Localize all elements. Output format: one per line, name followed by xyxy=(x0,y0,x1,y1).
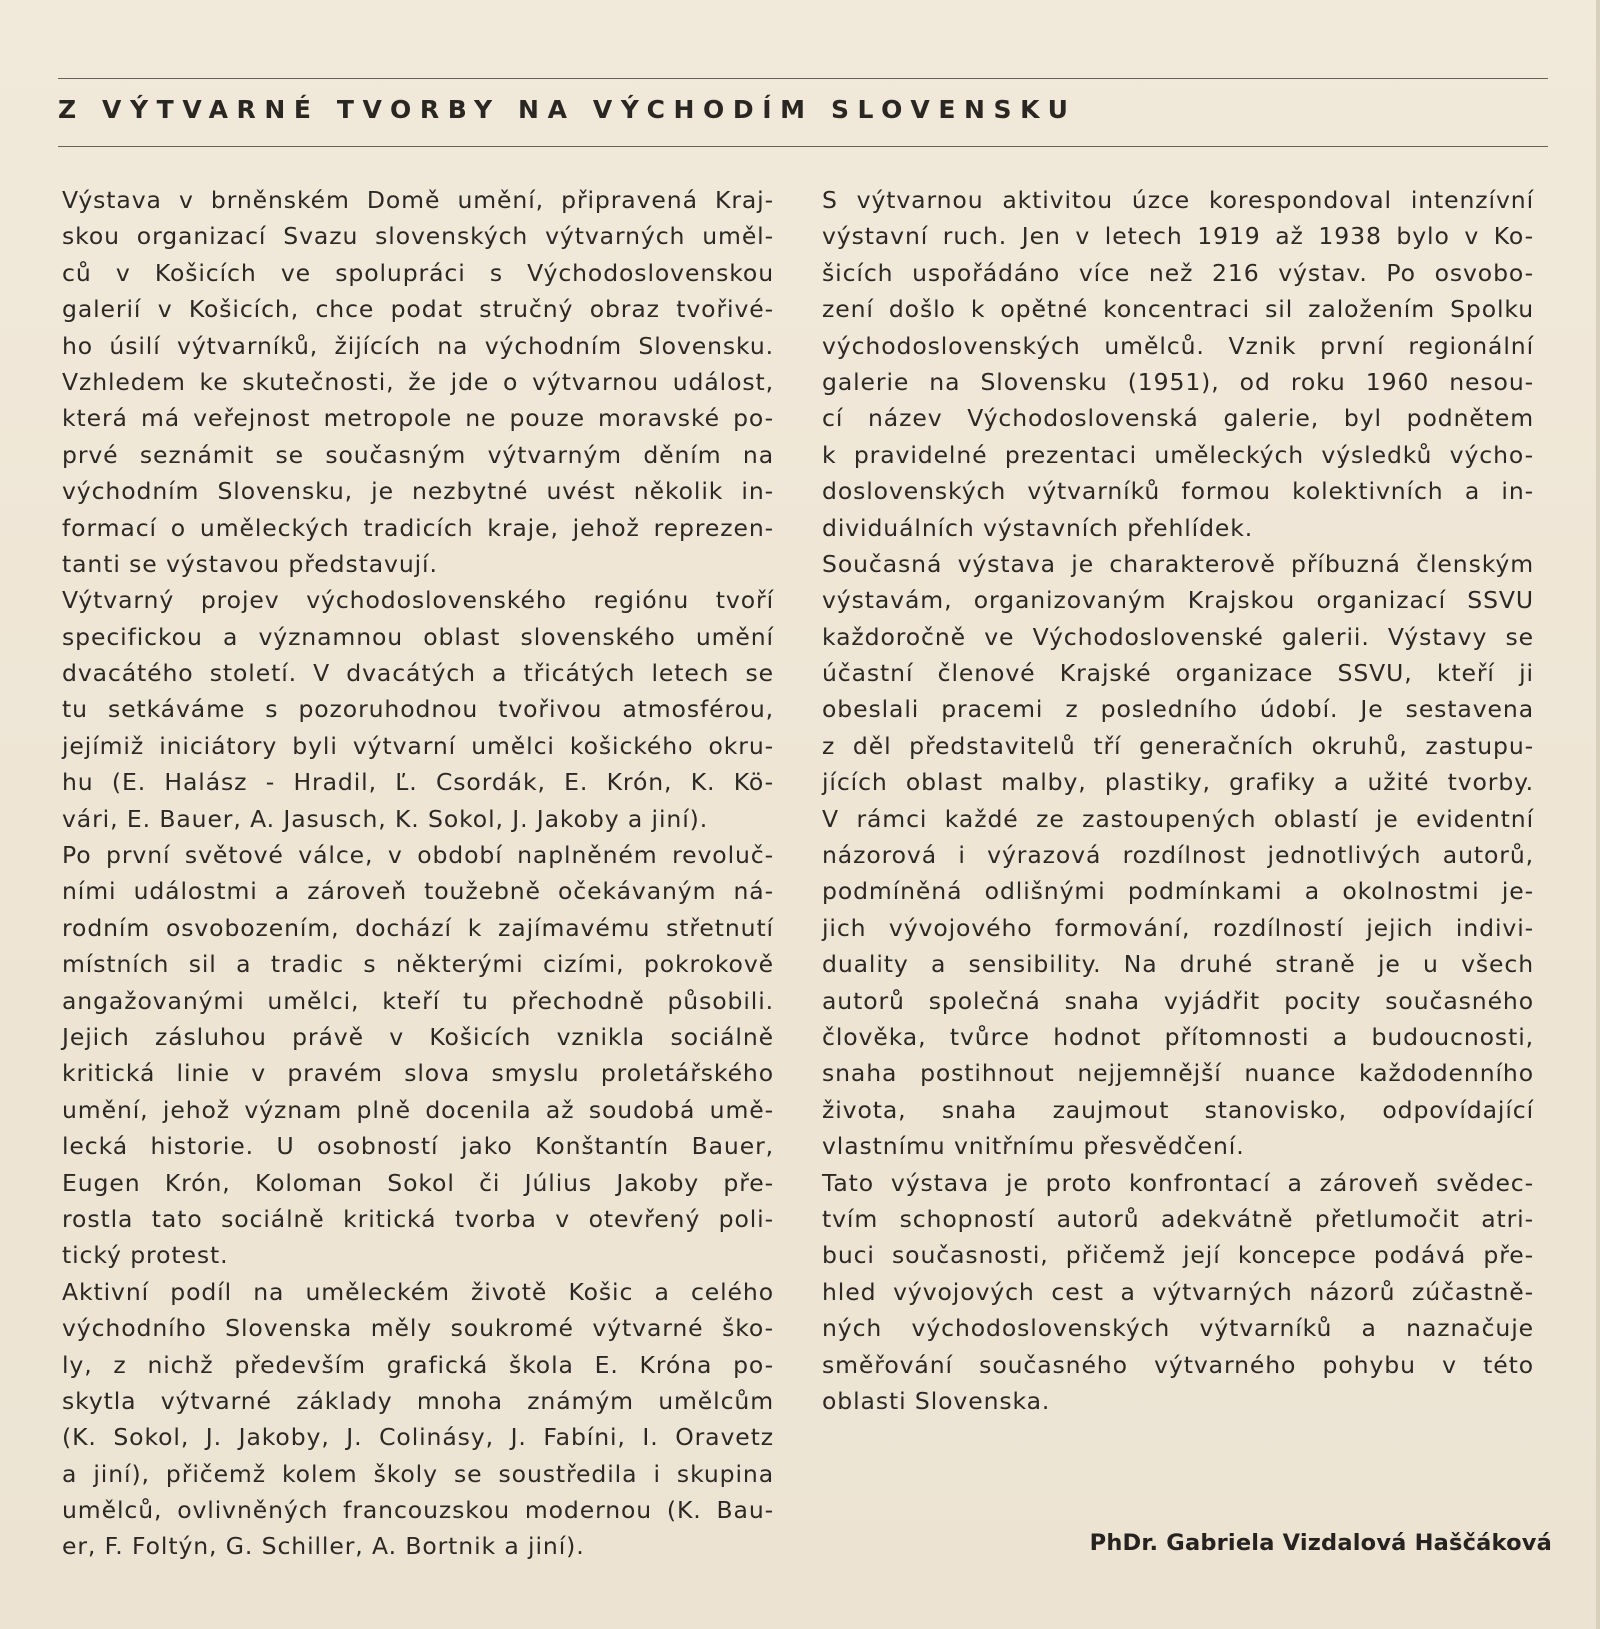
text-line: ly, z nichž především grafická škola E. Króna po- xyxy=(62,1350,774,1379)
text-line: angažovanými umělci, kteří tu přechodně působili. xyxy=(62,986,774,1015)
text-line: er, F. Foltýn, G. Schiller, A. Bortnik a jiní). xyxy=(62,1532,585,1561)
text-line: tu setkáváme s pozoruhodnou tvořivou atmosférou, xyxy=(62,695,774,724)
text-line: prvé seznámit se současným výtvarným děním na xyxy=(62,440,774,469)
paragraph xyxy=(822,546,1534,1165)
text-line: obeslali pracemi z posledního údobí. Je sestavena xyxy=(822,695,1534,724)
text-line: podmíněná odlišnými podmínkami a okolnostmi je- xyxy=(822,877,1534,906)
text-line: dvacátého století. V dvacátých a třicátých letech se xyxy=(62,659,774,688)
paragraph xyxy=(822,182,1534,546)
text-line: místních sil a tradic s některými cizími, pokrokově xyxy=(62,950,774,979)
paragraph xyxy=(822,1165,1534,1420)
text-line: doslovenských výtvarníků formou kolektivních a in- xyxy=(822,477,1534,506)
text-line: Tato výstava je proto konfrontací a zároveň svědec- xyxy=(822,1168,1534,1197)
left-text-column xyxy=(62,182,774,1565)
page-heading: Z VÝTVARNÉ TVORBY NA VÝCHODÍM SLOVENSKU xyxy=(58,95,1077,124)
text-line: východoslovenských umělců. Vznik první regionální xyxy=(822,331,1534,360)
text-line: tvím schopností autorů adekvátně přetlumočit atri- xyxy=(822,1204,1534,1233)
text-line: Výstava v brněnském Domě umění, připravená Kraj- xyxy=(62,186,774,214)
text-line: umělců, ovlivněných francouzskou modernou (K. Bau- xyxy=(62,1496,774,1525)
text-line: směřování současného výtvarného pohybu v této xyxy=(822,1350,1534,1379)
text-line: Výtvarný projev východoslovenského regiónu tvoří xyxy=(62,586,774,615)
text-line: která má veřejnost metropole ne pouze moravské po- xyxy=(62,404,774,433)
text-line: jících oblast malby, plastiky, grafiky a užité tvorby. xyxy=(822,768,1534,797)
text-line: S výtvarnou aktivitou úzce korespondoval intenzívní xyxy=(822,186,1534,214)
text-line: člověka, tvůrce hodnot přítomnosti a budoucnosti, xyxy=(822,1022,1534,1051)
text-line: zení došlo k opětné koncentraci sil založením Spolku xyxy=(822,295,1534,324)
text-line: tanti se výstavou představují. xyxy=(62,549,438,578)
text-line: autorů společná snaha vyjádřit pocity současného xyxy=(822,986,1534,1015)
text-line: účastní členové Krajské organizace SSVU, kteří ji xyxy=(822,659,1534,688)
text-line: vlastnímu vnitřnímu přesvědčení. xyxy=(822,1132,1245,1161)
heading-underline-rule xyxy=(58,146,1548,147)
text-line: výstavní ruch. Jen v letech 1919 až 1938 bylo v Ko- xyxy=(822,222,1534,251)
text-line: oblasti Slovenska. xyxy=(822,1386,1051,1415)
text-line: snaha postihnout nejjemnější nuance každodenního xyxy=(822,1059,1534,1088)
text-line: skou organizací Svazu slovenských výtvarných uměl- xyxy=(62,222,774,251)
paragraph xyxy=(62,1274,774,1565)
text-line: Současná výstava je charakterově příbuzná členským xyxy=(822,549,1534,578)
text-line: rostla tato sociálně kritická tvorba v otevřený poli- xyxy=(62,1204,774,1233)
text-line: Vzhledem ke skutečnosti, že jde o výtvarnou událost, xyxy=(62,367,774,396)
right-text-column xyxy=(822,182,1534,1419)
text-line: (K. Sokol, J. Jakoby, J. Colinásy, J. Fabíni, I. Oravetz xyxy=(62,1423,774,1452)
text-line: galerie na Slovensku (1951), od roku 1960 nesou- xyxy=(822,367,1534,396)
text-line: a jiní), přičemž kolem školy se soustředila i skupina xyxy=(62,1459,774,1488)
text-line: cí název Východoslovenská galerie, byl podnětem xyxy=(822,404,1534,433)
text-line: skytla výtvarné základy mnoha známým umělcům xyxy=(62,1386,774,1415)
paragraph xyxy=(62,182,774,582)
text-line: každoročně ve Východoslovenské galerii. Výstavy se xyxy=(822,622,1534,651)
text-line: specifickou a významnou oblast slovenského umění xyxy=(62,622,774,651)
text-line: k pravidelné prezentaci uměleckých výsledků vý​cho- xyxy=(822,440,1534,469)
text-line: výstavám, organizovaným Krajskou organizací SSVU xyxy=(822,586,1534,615)
text-line: ců v Košicích ve spolupráci s Východoslovenskou xyxy=(62,258,774,287)
text-line: galerií v Košicích, chce podat stručný obraz tvořivé- xyxy=(62,295,774,324)
top-rule xyxy=(58,78,1548,79)
text-line: formací o uměleckých tradicích kraje, jehož reprezen- xyxy=(62,513,774,542)
text-line: umění, jehož význam plně docenila až soudobá umě- xyxy=(62,1095,774,1124)
text-line: hu (E. Halász - Hradil, Ľ. Csordák, E. Krón, K. Kö- xyxy=(62,768,774,797)
author-signature: PhDr. Gabriela Vizdalová Haščáková xyxy=(1089,1530,1552,1556)
text-line: z děl představitelů tří generačních okruhů, zastupu- xyxy=(822,731,1534,760)
text-line: šicích uspořádáno více než 216 výstav. Po osvobo- xyxy=(822,258,1534,287)
text-line: Po první světové válce, v období naplněném revoluč- xyxy=(62,841,774,870)
text-line: ními událostmi a zároveň toužebně očekávaným ná- xyxy=(62,877,774,906)
text-line: východního Slovenska měly soukromé výtvarné ško- xyxy=(62,1314,774,1343)
text-line: lecká historie. U osobností jako Konštantín Bauer, xyxy=(62,1132,774,1161)
page-edge xyxy=(1596,0,1600,1629)
text-line: buci současnosti, přičemž její koncepce podává pře- xyxy=(822,1241,1534,1270)
text-line: východním Slovensku, je nezbytné uvést několik in- xyxy=(62,477,774,506)
text-line: ných východoslovenských výtvarníků a naznačuje xyxy=(822,1314,1534,1343)
text-line: hled vývojových cest a výtvarných názorů zúčastně- xyxy=(822,1277,1534,1306)
text-line: V rámci každé ze zastoupených oblastí je evidentní xyxy=(822,804,1534,833)
text-line: Eugen Krón, Koloman Sokol či Július Jakoby pře- xyxy=(62,1168,774,1197)
text-line: Aktivní podíl na uměleckém životě Košic a celého xyxy=(62,1277,774,1306)
text-line: Jejich zásluhou právě v Košicích vznikla sociálně xyxy=(62,1022,774,1051)
text-line: vári, E. Bauer, A. Jasusch, K. Sokol, J. Jakoby a jiní). xyxy=(62,804,709,833)
paragraph xyxy=(62,837,774,1274)
text-line: ho úsilí výtvarníků, žijících na východním Slovensku. xyxy=(62,331,774,360)
text-line: jejímiž iniciátory byli výtvarní umělci košického okru- xyxy=(62,731,774,760)
text-line: duality a sensibility. Na druhé straně je u všech xyxy=(822,950,1534,979)
text-line: názorová i výrazová rozdílnost jednotlivých autorů, xyxy=(822,841,1534,870)
paragraph xyxy=(62,582,774,837)
text-line: rodním osvobozením, dochází k zajímavému střetnutí xyxy=(62,913,774,942)
text-line: tický protest. xyxy=(62,1241,229,1270)
text-line: kritická linie v pravém slova smyslu proletářského xyxy=(62,1059,774,1088)
text-line: dividuálních výstavních přehlídek. xyxy=(822,513,1254,542)
text-line: jich vývojového formování, rozdílností jejich indivi- xyxy=(822,913,1534,942)
text-line: života, snaha zaujmout stanovisko, odpovídající xyxy=(822,1095,1534,1124)
